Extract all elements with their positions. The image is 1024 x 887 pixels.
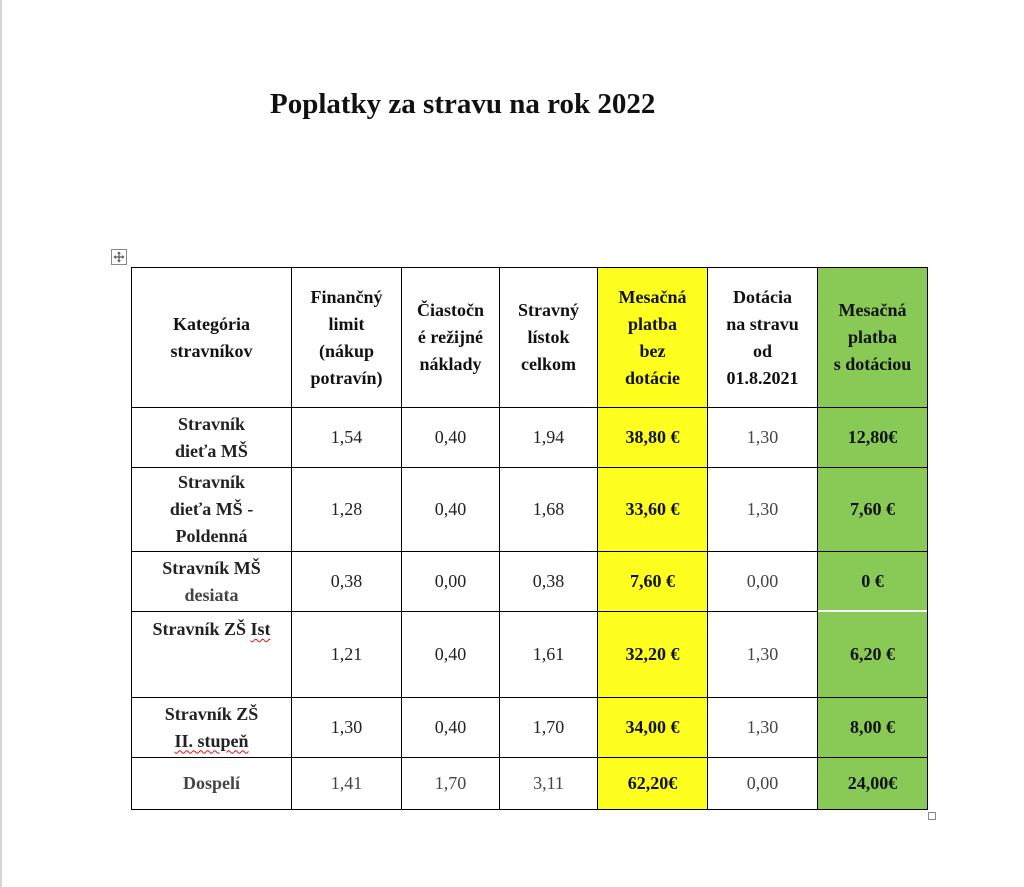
document-title: Poplatky za stravu na rok 2022 <box>270 88 656 120</box>
spellcheck-word: II. stupeň <box>174 730 249 751</box>
fees-table <box>131 267 928 810</box>
table-resize-handle[interactable] <box>928 812 936 820</box>
monthly-cell: 32,20 € <box>598 612 708 698</box>
table-row <box>132 612 928 698</box>
header-monthly-without-subsidy: Mesačná platba bez dotácie <box>598 268 708 408</box>
header-ticket-total: Stravný lístok celkom <box>500 268 598 408</box>
spellcheck-word: Ist <box>250 619 271 639</box>
move-arrows-icon <box>113 251 125 263</box>
category-cell: Dospelí <box>132 758 292 810</box>
ticket-cell: 1,61 <box>500 612 598 698</box>
subsidy-cell: 1,30 <box>708 408 818 468</box>
monthly-cell: 33,60 € <box>598 468 708 552</box>
ticket-cell: 1,70 <box>500 698 598 758</box>
ticket-cell: 1,68 <box>500 468 598 552</box>
category-text: Stravník ZŠ <box>152 619 251 639</box>
limit-cell: 0,38 <box>292 552 402 612</box>
header-financial-limit: Finančný limit (nákup potravín) <box>292 268 402 408</box>
table-row <box>132 698 928 758</box>
category-cell: Stravník MŠ desiata <box>132 552 292 612</box>
subsidy-cell: 1,30 <box>708 698 818 758</box>
header-monthly-with-subsidy: Mesačná platba s dotáciou <box>818 268 928 408</box>
page-edge <box>0 0 2 887</box>
subsidy-cell: 1,30 <box>708 612 818 698</box>
ticket-cell: 1,94 <box>500 408 598 468</box>
table-move-handle[interactable] <box>111 249 127 265</box>
category-cell: Stravník dieťa MŠ - Poldenná <box>132 468 292 552</box>
ticket-cell: 0,38 <box>500 552 598 612</box>
table-row <box>132 552 928 612</box>
header-overhead: Čiastočn é režijné náklady <box>402 268 500 408</box>
limit-cell: 1,30 <box>292 698 402 758</box>
limit-cell: 1,28 <box>292 468 402 552</box>
overhead-cell: 0,40 <box>402 468 500 552</box>
monthly-subsidized-cell: 0 € <box>818 552 928 612</box>
monthly-subsidized-cell: 6,20 € <box>818 612 928 698</box>
ticket-cell: 3,11 <box>500 758 598 810</box>
overhead-cell: 0,40 <box>402 408 500 468</box>
category-cell: Stravník ZŠ II. stupeň <box>132 698 292 758</box>
monthly-subsidized-cell: 7,60 € <box>818 468 928 552</box>
monthly-subsidized-cell: 24,00€ <box>818 758 928 810</box>
subsidy-cell: 0,00 <box>708 758 818 810</box>
subsidy-cell: 0,00 <box>708 552 818 612</box>
table-row <box>132 468 928 552</box>
monthly-cell: 7,60 € <box>598 552 708 612</box>
limit-cell: 1,41 <box>292 758 402 810</box>
header-subsidy: Dotácia na stravu od 01.8.2021 <box>708 268 818 408</box>
limit-cell: 1,54 <box>292 408 402 468</box>
table-row <box>132 408 928 468</box>
header-category: Kategória stravníkov <box>132 268 292 408</box>
header-row <box>132 268 928 408</box>
overhead-cell: 0,40 <box>402 612 500 698</box>
monthly-cell: 38,80 € <box>598 408 708 468</box>
subsidy-cell: 1,30 <box>708 468 818 552</box>
limit-cell: 1,21 <box>292 612 402 698</box>
overhead-cell: 1,70 <box>402 758 500 810</box>
monthly-subsidized-cell: 8,00 € <box>818 698 928 758</box>
category-cell: Stravník dieťa MŠ <box>132 408 292 468</box>
monthly-cell: 62,20€ <box>598 758 708 810</box>
monthly-cell: 34,00 € <box>598 698 708 758</box>
table-row <box>132 758 928 810</box>
overhead-cell: 0,00 <box>402 552 500 612</box>
overhead-cell: 0,40 <box>402 698 500 758</box>
category-cell <box>132 612 292 698</box>
monthly-subsidized-cell: 12,80€ <box>818 408 928 468</box>
